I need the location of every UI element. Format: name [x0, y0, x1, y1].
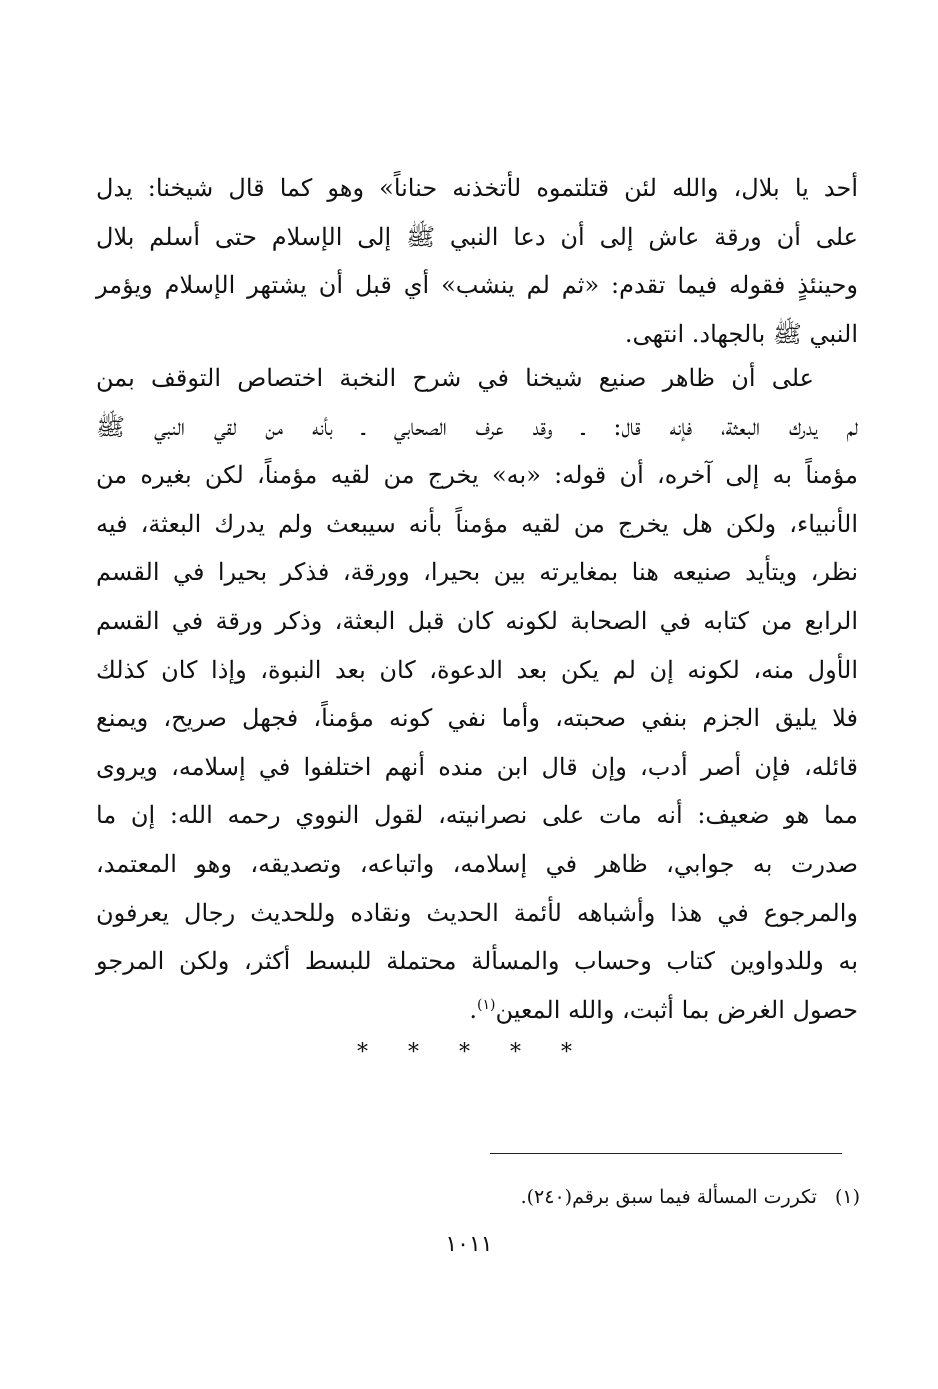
asterisk-ornament: *	[561, 1040, 596, 1065]
text-line-last	[96, 986, 858, 1035]
text-line: نظر، ويتأيد صنيعه هنا بمغايرته بين بحيرا، وورقة، فذكر بحيرا في القسم	[96, 558, 859, 587]
footnote-text: تكررت المسألة فيما سبق برقم(٢٤٠).	[520, 1186, 817, 1208]
text-line: الأنبياء، ولكن هل يخرج من لقيه مؤمناً بأنه سيبعث ولم يدرك البعثة، فيه	[96, 509, 858, 538]
text-line: به وللدواوين كتاب وحساب والمسألة محتملة للبسط أكثر، ولكن المرجو	[96, 947, 858, 976]
asterisk-ornament: *	[408, 1040, 443, 1065]
text-line: والمرجوع في هذا وأشباهه لأئمة الحديث ونقاده وللحديث رجال يعرفون	[96, 898, 858, 927]
text-line: مؤمناً به إلى آخره، أن قوله: «به» يخرج من لقيه مؤمناً، لكن بغيره من	[96, 461, 859, 490]
text-line: وحينئذٍ فقوله فيما تقدم: «ثم لم ينشب» أي قبل أن يشتهر الإسلام ويؤمر	[96, 271, 858, 300]
asterisk-ornament: *	[357, 1040, 392, 1065]
text-line: لم يدرك البعثة، فإنه قال: ـ وقد عرف الصحابي ـ بأنه من لقي النبي ﷺ	[96, 412, 858, 441]
text-line: صدرت به جوابي، ظاهر في إسلامه، واتباعه، وتصديقه، وهو المعتمد،	[96, 849, 858, 878]
footnote-reference[interactable]: (١)	[476, 996, 496, 1013]
section-separator	[0, 1040, 938, 1065]
footnote-number: (١)	[834, 1186, 860, 1208]
text-line: الرابع من كتابه في الصحابة لكونه كان قبل البعثة، وذكر ورقة في القسم	[96, 606, 858, 635]
text-line: على أن ظاهر صنيع شيخنا في شرح النخبة اختصاص التوقف بمن	[96, 364, 814, 392]
text-line: النبي ﷺ بالجهاد. انتهى.	[624, 319, 858, 348]
asterisk-ornament: *	[510, 1040, 545, 1065]
footnote	[260, 1182, 860, 1212]
footnote-divider	[490, 1153, 842, 1154]
text-line: الأول منه، لكونه إن لم يكن بعد الدعوة، كان بعد النبوة، وإذا كان كذلك	[96, 655, 858, 684]
paragraph-2	[96, 354, 858, 1034]
asterisk-ornament: *	[459, 1040, 494, 1065]
text-line: على أن ورقة عاش إلى أن دعا النبي ﷺ إلى الإسلام حتى أسلم بلال	[96, 222, 858, 251]
text-line: أحد يا بلال، والله لئن قتلتموه لأتخذنه حناناً» وهو كما قال شيخنا: يدل	[96, 174, 858, 202]
last-line-period: .	[469, 995, 477, 1024]
page-number: ١٠١١	[445, 1232, 493, 1257]
paragraph-1	[96, 164, 858, 358]
last-line-text: حصول الغرض بما أثبت، والله المعين	[495, 995, 858, 1024]
text-line: فلا يليق الجزم بنفي صحبته، وأما نفي كونه مؤمناً، فجهل صريح، ويمنع	[96, 704, 858, 733]
text-line: مما هو ضعيف: أنه مات على نصرانيته، لقول النووي رحمه الله: إن ما	[96, 801, 858, 830]
text-line: قائله، فإن أصر أدب، وإن قال ابن منده أنهم اختلفوا في إسلامه، ويروى	[96, 752, 858, 781]
